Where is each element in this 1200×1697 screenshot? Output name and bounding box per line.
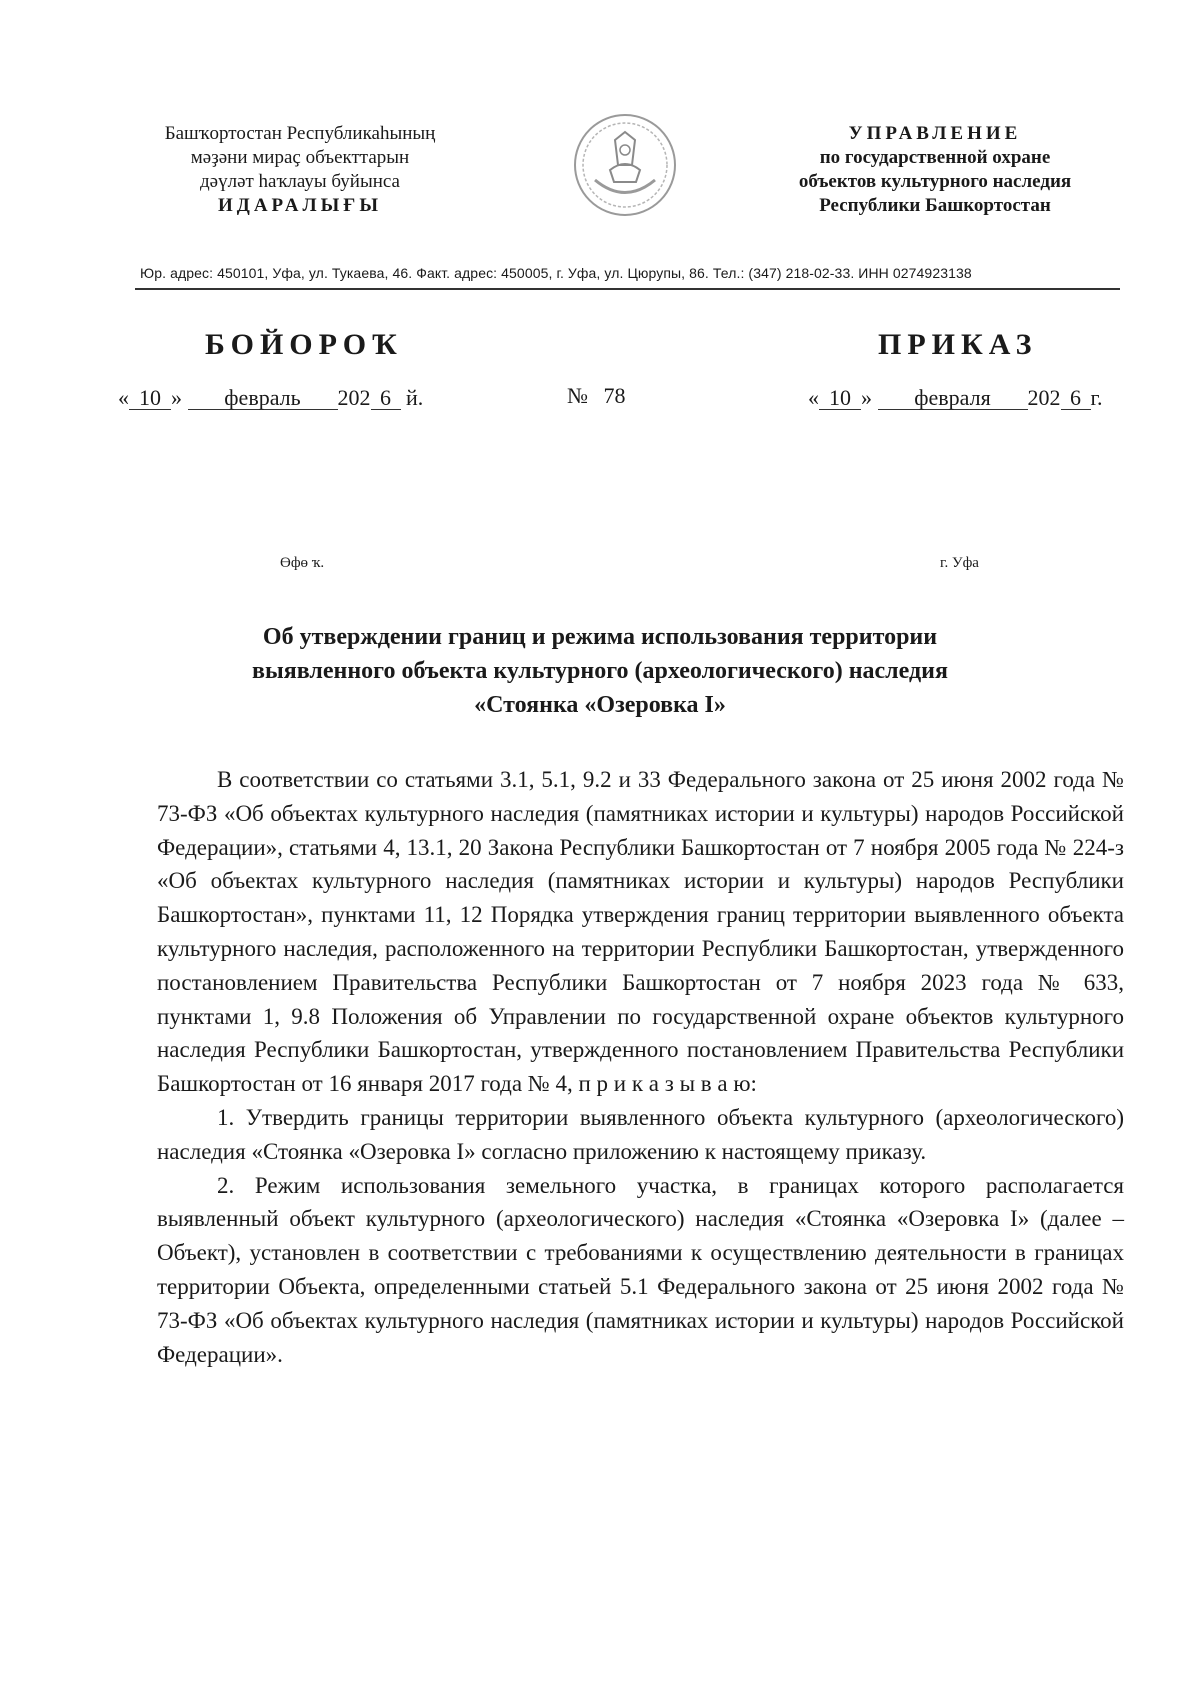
agency-title-russian: УПРАВЛЕНИЕ xyxy=(848,123,1022,144)
order-title-bashkir: БОЙОРОҠ xyxy=(205,328,403,361)
heading-line: «Стоянка «Озеровка I» xyxy=(474,692,726,718)
body-paragraph: 1. Утвердить границы территории выявленного объекта культурного (археологического) наследия «Стоянка «Озеровка I» согласно приложению к настоящему приказу. xyxy=(157,1104,1124,1164)
order-title-russian: ПРИКАЗ xyxy=(878,328,1038,361)
document-body xyxy=(157,763,1124,1371)
date-day: 10 xyxy=(819,387,861,410)
heading-line: Об утверждении границ и режима использования территории xyxy=(262,624,938,650)
body-paragraph: В соответствии со статьями 3.1, 5.1, 9.2 и 33 Федерального закона от 25 июня 2002 года № 73-ФЗ «Об объектах культурного наследия (памятниках истории и культуры) народов Российской Федерации», статьями 4, 13.1, 20 Закона Республики Башкортостан от 7 ноября 2005 года № 224-з «Об объектах культурного наследия (памятниках истории и культуры) народов Республики Башкортостан», пунктами 11, 12 Порядка утверждения границ территории выявленного объекта культурного наследия, расположенного на территории Республики Башкортостан, утвержденного постановлением Правительства Республики Башкортостан от 7 ноября 2023 года № 633, пунктами 1, 9.8 Положения об Управлении по государственной охране объектов культурного наследия Республики Башкортостан, утвержденного постановлением Правительства Республики Башкортостан от 16 января 2017 года № 4, п р и к а з ы в а ю: xyxy=(157,767,1124,1097)
city-bashkir: Өфө ҡ. xyxy=(280,555,325,571)
agency-name-russian-line: Республики Башкортостан xyxy=(819,195,1051,216)
document-heading xyxy=(150,620,1050,722)
order-date-bashkir xyxy=(118,385,423,411)
header-divider xyxy=(135,288,1120,290)
bashkortostan-coat-of-arms-icon xyxy=(570,110,680,220)
date-year-digit: 6 xyxy=(1061,387,1091,410)
date-suffix: й. xyxy=(406,385,424,410)
quote-open: « xyxy=(118,385,129,410)
agency-address: Юр. адрес: 450101, Уфа, ул. Тукаева, 46. Факт. адрес: 450005, г. Уфа, ул. Цюрупы, 86. Тел.: (347) 218-02-33. ИНН 0274923138 xyxy=(140,265,972,281)
number-label: № xyxy=(567,383,588,408)
date-year-prefix: 202 xyxy=(337,385,371,410)
agency-name-russian xyxy=(760,122,1110,218)
agency-name-bashkir-line: мәҙәни мираҫ объекттарын xyxy=(190,147,410,168)
order-number xyxy=(567,383,626,409)
quote-close: » xyxy=(861,385,872,410)
agency-name-russian-line: объектов культурного наследия xyxy=(798,171,1072,192)
number-value: 78 xyxy=(603,383,626,408)
date-month: февраля xyxy=(878,387,1028,410)
date-year-prefix: 202 xyxy=(1027,385,1061,410)
order-date-russian xyxy=(808,385,1103,411)
quote-open: « xyxy=(808,385,819,410)
date-month: февраль xyxy=(188,387,338,410)
agency-title-bashkir: ИДАРАЛЫҒЫ xyxy=(217,195,383,216)
quote-close: » xyxy=(171,385,182,410)
date-year-digit: 6 xyxy=(371,387,401,410)
agency-name-bashkir-line: Башҡортостан Республикаһының xyxy=(164,123,436,144)
city-russian: г. Уфа xyxy=(940,555,979,571)
date-day: 10 xyxy=(129,387,171,410)
agency-name-russian-line: по государственной охране xyxy=(819,147,1051,168)
agency-name-bashkir xyxy=(90,122,510,218)
agency-name-bashkir-line: дәүләт һаҡлауы буйынса xyxy=(199,171,400,192)
date-suffix: г. xyxy=(1090,385,1103,410)
body-paragraph: 2. Режим использования земельного участка, в границах которого располагается выявленный объект культурного (археологического) наследия «Стоянка «Озеровка I» (далее – Объект), установлен в соответствии с требованиями к осуществлению деятельности в границах территории Объекта, определенными статьей 5.1 Федерального закона от 25 июня 2002 года № 73-ФЗ «Об объектах культурного наследия (памятниках истории и культуры) народов Российской Федерации». xyxy=(157,1172,1124,1367)
heading-line: выявленного объекта культурного (археологического) наследия xyxy=(252,658,948,684)
